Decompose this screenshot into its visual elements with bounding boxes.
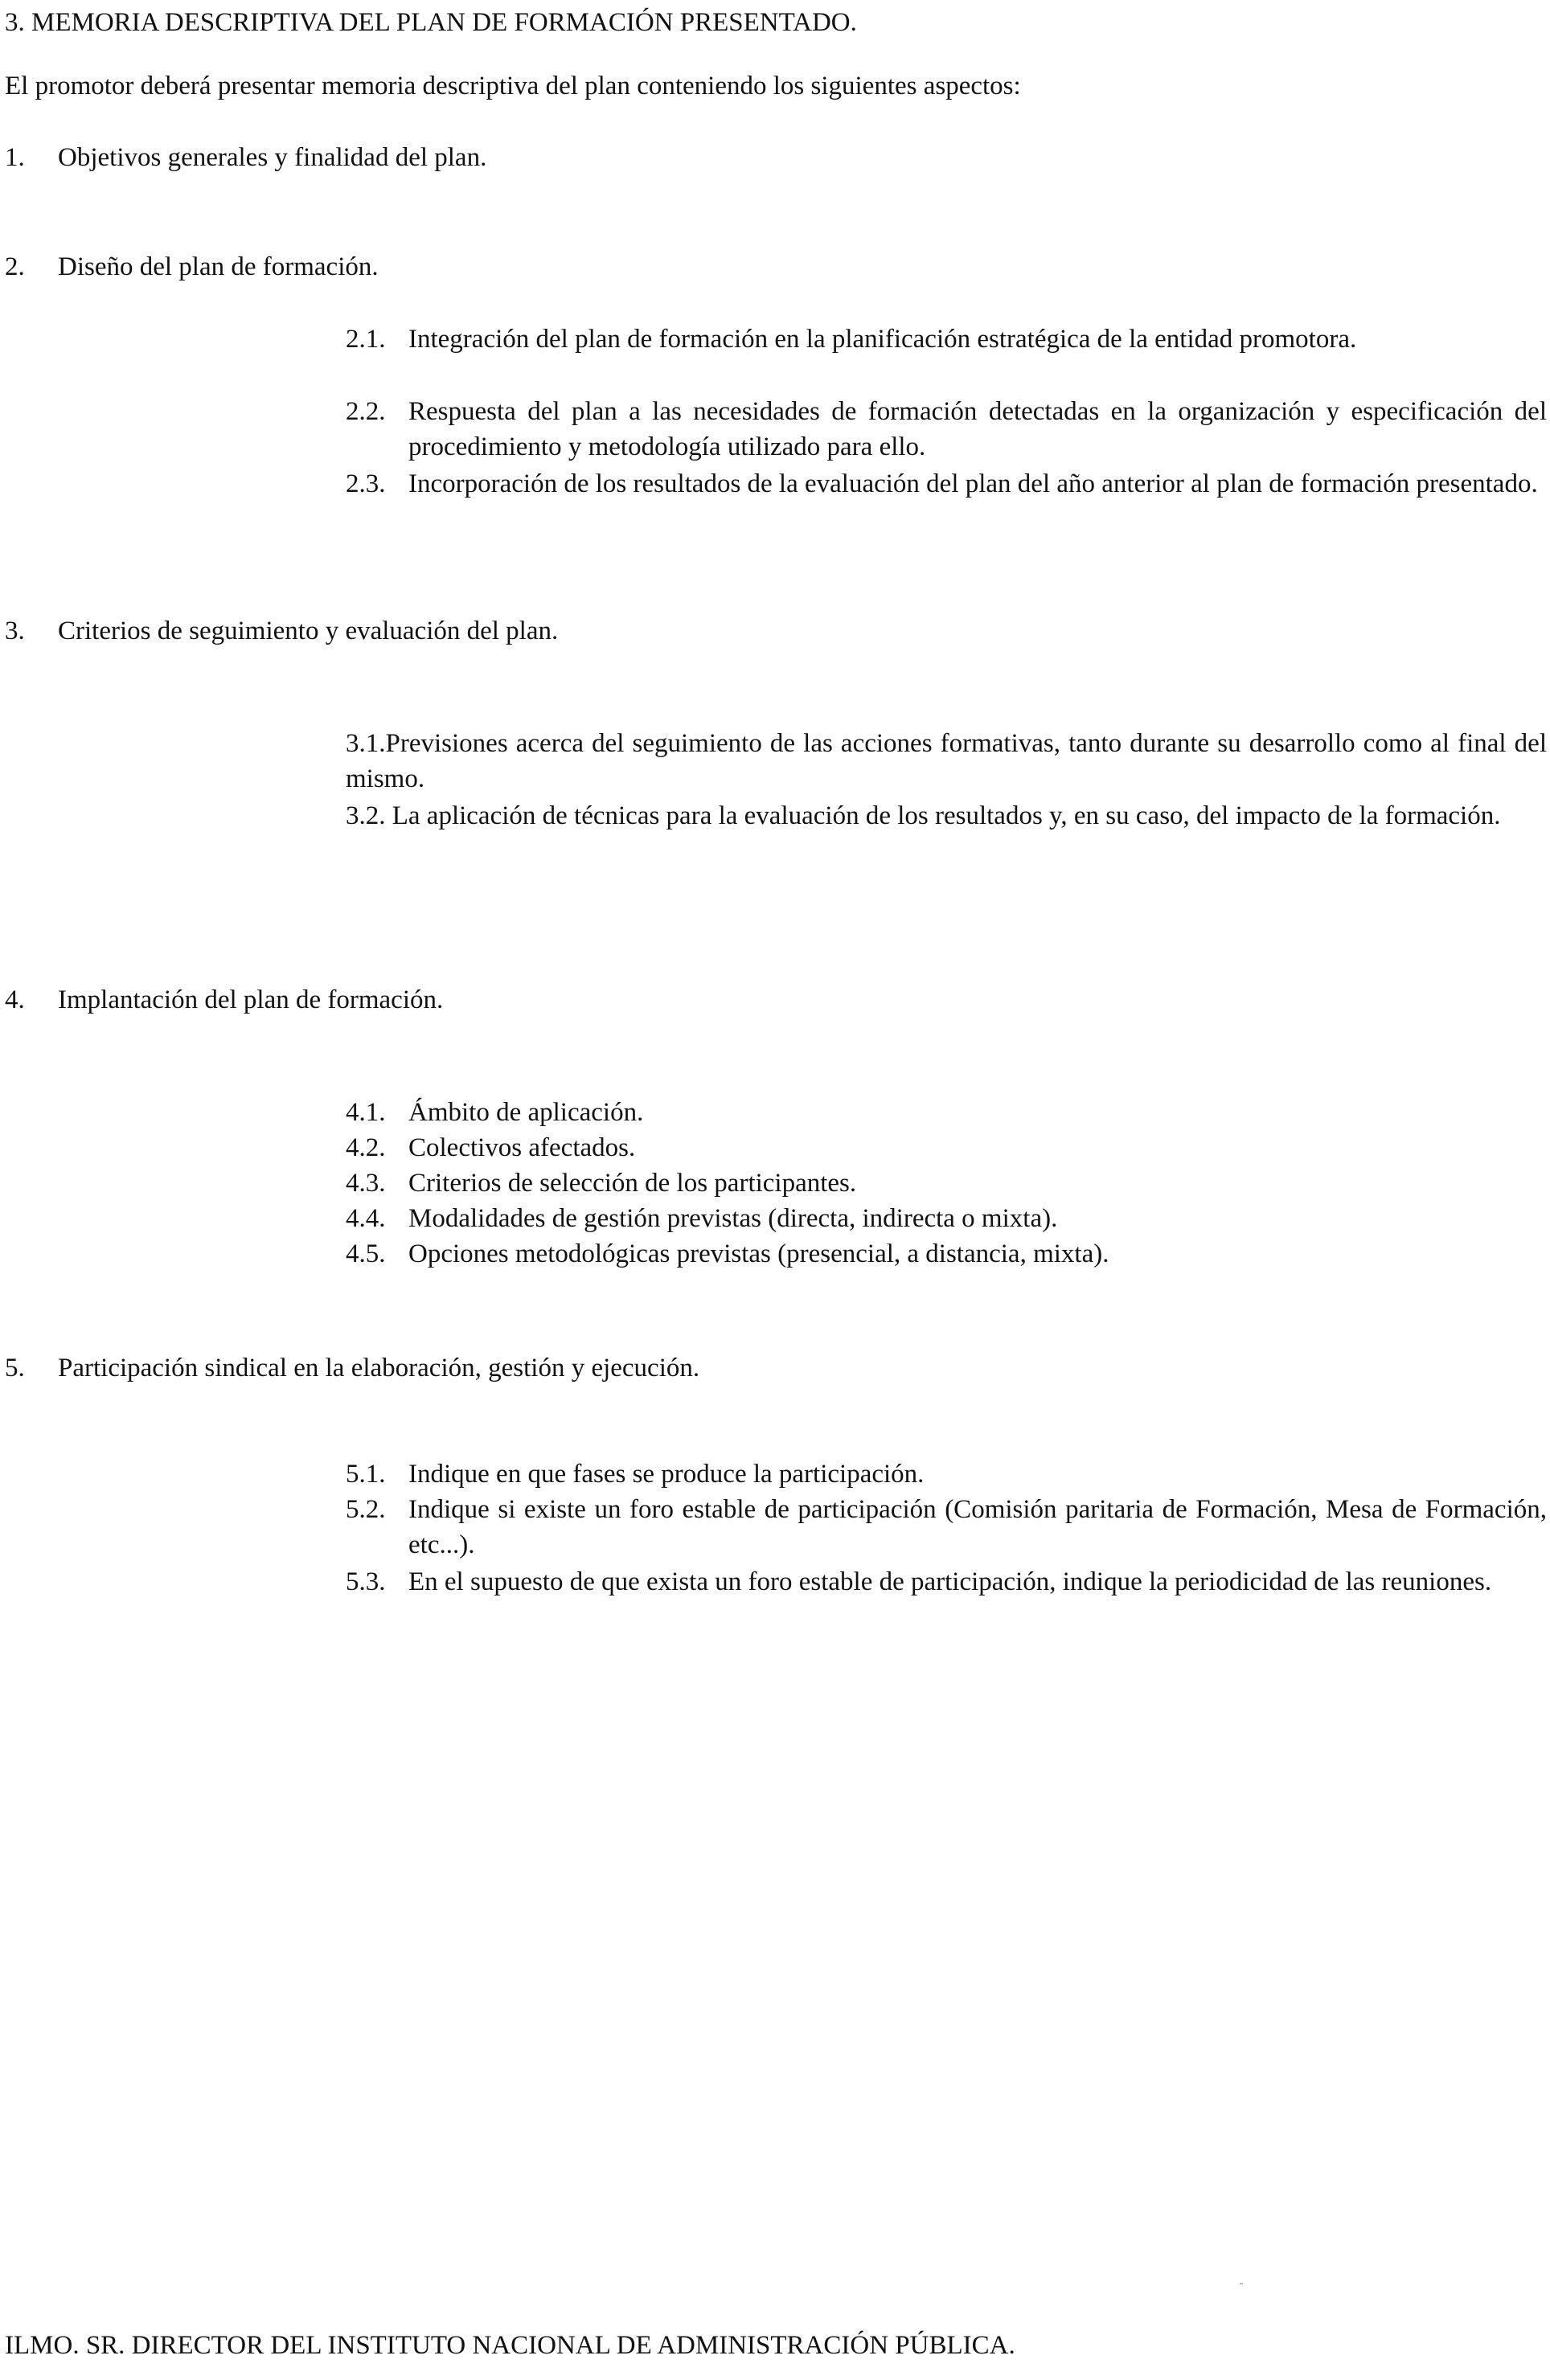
list-item-5-2 [346, 1492, 1547, 1563]
item-text: La aplicación de técnicas para la evaluación de los resultados y, en su caso, del impacto de la formación. [392, 801, 1501, 830]
list-item-5-1 [346, 1456, 1547, 1492]
list-item-3-1 [346, 726, 1547, 797]
item-text: Ámbito de aplicación. [408, 1098, 644, 1127]
item-text: En el supuesto de que exista un foro estable de participación, indique la periodicidad de las reuniones. [408, 1567, 1492, 1596]
section-title: Implantación del plan de formación. [58, 985, 444, 1014]
item-number: 2.1. [346, 325, 386, 354]
section-number: 5. [5, 1354, 25, 1383]
item-text: Colectivos afectados. [408, 1133, 636, 1162]
intro-paragraph: El promotor deberá presentar memoria descriptiva del plan conteniendo los siguientes aspectos: [5, 72, 1021, 100]
item-number: 3.2. [346, 801, 386, 830]
section-title: Objetivos generales y finalidad del plan. [58, 143, 487, 172]
list-item-5-3 [346, 1564, 1547, 1600]
item-text: Criterios de selección de los participantes. [408, 1169, 857, 1198]
item-number: 5.3. [346, 1567, 386, 1596]
list-item-3-2 [346, 798, 1547, 834]
section-3 [5, 613, 1516, 649]
item-number: 5.2. [346, 1495, 386, 1524]
list-item-4-5 [346, 1236, 1547, 1272]
item-text: Respuesta del plan a las necesidades de formación detectadas en la organización y especificación del procedimiento y metodología utilizado para ello. [408, 397, 1547, 461]
section-2 [5, 249, 1516, 285]
section-1 [5, 140, 1516, 175]
item-text: Integración del plan de formación en la planificación estratégica de la entidad promotora. [408, 325, 1357, 354]
section-number: 4. [5, 985, 25, 1014]
list-item-4-3 [346, 1165, 1547, 1201]
section-number: 3. [5, 617, 25, 645]
section-number: 1. [5, 143, 25, 172]
scan-speck [1240, 2283, 1243, 2284]
item-text: Opciones metodológicas previstas (presencial, a distancia, mixta). [408, 1239, 1109, 1268]
list-item-2-1 [346, 322, 1547, 357]
item-text: Previsiones acerca del seguimiento de las acciones formativas, tanto durante su desarrollo como al final del mismo. [346, 729, 1547, 793]
item-number: 5.1. [346, 1460, 386, 1489]
addressee-footer: ILMO. SR. DIRECTOR DEL INSTITUTO NACIONAL DE ADMINISTRACIÓN PÚBLICA. [5, 2331, 1015, 2360]
item-text: Incorporación de los resultados de la evaluación del plan del año anterior al plan de formación presentado. [408, 469, 1538, 498]
item-text: Indique si existe un foro estable de participación (Comisión paritaria de Formación, Mesa de Formación, etc...). [408, 1495, 1547, 1559]
section-title: Criterios de seguimiento y evaluación del plan. [58, 617, 559, 645]
item-number: 3.1. [346, 729, 386, 758]
item-number: 2.3. [346, 469, 386, 498]
item-number: 2.2. [346, 397, 386, 426]
list-item-4-2 [346, 1130, 1547, 1165]
document-heading: 3. MEMORIA DESCRIPTIVA DEL PLAN DE FORMACIÓN PRESENTADO. [5, 8, 857, 37]
section-5 [5, 1350, 1516, 1386]
item-number: 4.5. [346, 1239, 386, 1268]
item-number: 4.4. [346, 1204, 386, 1233]
section-title: Diseño del plan de formación. [58, 252, 379, 281]
item-text: Modalidades de gestión previstas (directa, indirecta o mixta). [408, 1204, 1058, 1233]
item-number: 4.2. [346, 1133, 386, 1162]
list-item-4-1 [346, 1095, 1547, 1130]
list-item-2-2 [346, 394, 1547, 465]
section-number: 2. [5, 252, 25, 281]
section-title: Participación sindical en la elaboración, gestión y ejecución. [58, 1354, 700, 1383]
list-item-2-3 [346, 466, 1547, 502]
list-item-4-4 [346, 1201, 1547, 1236]
item-number: 4.1. [346, 1098, 386, 1127]
section-4 [5, 982, 1516, 1018]
item-text: Indique en que fases se produce la participación. [408, 1460, 925, 1489]
item-number: 4.3. [346, 1169, 386, 1198]
